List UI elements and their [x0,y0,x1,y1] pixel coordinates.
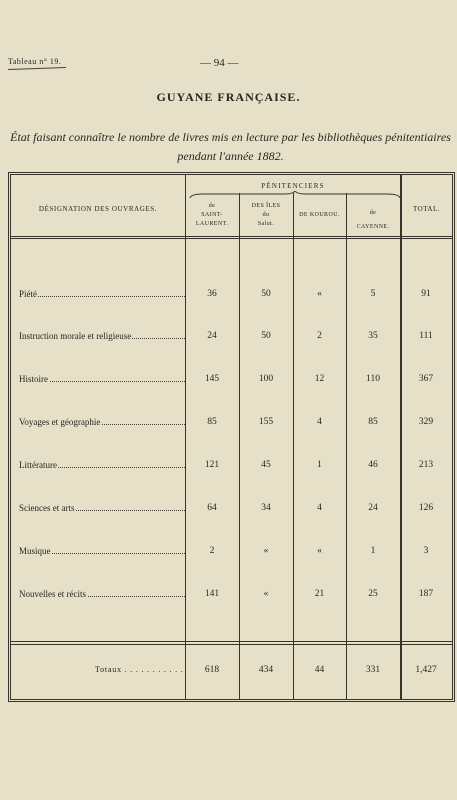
brace-icon [189,191,401,199]
row-label [19,417,185,427]
table-cell: 3 [423,546,429,556]
underline-divider [8,67,66,70]
column-divider [346,193,347,699]
page-number: — 94 — [200,57,239,69]
header-total: TOTAL. [412,205,440,213]
totals-top-rule [11,644,452,645]
table-cell: 110 [366,374,380,384]
row-label-text: Instruction morale et religieuse [19,331,132,341]
table-cell: 2 [209,546,215,556]
row-label-text: Piété [19,289,37,299]
table-cell: 1 [317,460,322,470]
row-label [19,374,185,384]
subheader-text: de [369,210,377,216]
table-cell: 100 [258,374,274,384]
table-cell: 25 [368,589,378,599]
table-cell: 24 [368,503,378,513]
table-cell: 64 [207,503,217,513]
column-divider [185,175,186,699]
subheader-text: CAYENNE. [356,224,390,230]
page-title: GUYANE FRANÇAISE. [156,90,301,104]
table-cell: 85 [368,417,378,427]
table-cell: 12 [314,374,325,384]
table-cell: 213 [418,460,434,470]
table-cell: 141 [204,589,220,599]
subheader-text: de [208,203,216,209]
table-cell: 46 [368,460,378,470]
header-bottom-rule [11,238,452,239]
table-cell: « [317,289,322,299]
subheader-text: LAURENT. [195,221,229,227]
subheader-text: Salut. [257,221,275,227]
leader-dots: . . . . . . . . . . . [121,665,184,674]
page-subtitle [8,128,453,166]
table-reference [8,57,61,66]
table-cell: 4 [317,503,322,513]
totals-cell: 44 [314,665,325,675]
data-table [8,172,455,702]
table-cell: 34 [261,503,271,513]
totals-cell: 618 [204,665,220,675]
table-cell: 4 [317,417,322,427]
row-label [19,546,185,556]
totals-cell: 1,427 [415,665,437,675]
table-cell: 45 [261,460,271,470]
table-cell: 50 [261,289,271,299]
table-cell: 121 [204,460,220,470]
row-label-text: Nouvelles et récits [19,589,86,599]
row-label-text: Sciences et arts [19,503,75,513]
column-divider [239,193,240,699]
header-bottom-rule [11,236,452,237]
table-cell: 367 [418,374,434,384]
table-cell: 111 [419,331,433,341]
subheader-text: du [262,212,270,218]
table-cell: « [263,546,269,556]
table-cell: 91 [421,289,431,299]
subheader-cayenne [346,206,400,234]
table-cell: 21 [314,589,325,599]
subheader-iles-du-salut [239,202,293,229]
row-label-text: Voyages et géographie [19,417,101,427]
totals-label-text: Totaux [95,665,122,674]
row-label [19,331,185,341]
table-cell: 2 [317,331,322,341]
table-cell: 36 [207,289,217,299]
subtitle-line-1: État faisant connaître le nombre de livres mis en lecture par les bibliothèques pénitentiaires [10,130,451,144]
subheader-text: DES ÎLES [251,203,281,209]
table-cell: « [317,546,322,556]
table-cell: 1 [370,546,376,556]
leader-dots [19,296,185,297]
totals-top-rule [11,641,452,642]
totals-cell: 434 [258,665,274,675]
table-cell: 187 [418,589,434,599]
row-label [19,289,185,299]
table-cell: « [263,589,269,599]
table-cell: 24 [207,331,217,341]
column-divider [293,193,294,699]
table-reference-text: Tableau n° 19. [8,57,62,66]
subheader-saint-laurent [185,202,239,229]
row-label [19,589,185,599]
row-label-text: Musique [19,546,51,556]
table-cell: 5 [370,289,376,299]
table-cell: 85 [207,417,217,427]
row-label [19,460,185,470]
row-label-text: Littérature [19,460,57,470]
table-cell: 145 [204,374,220,384]
totals-label [95,665,184,674]
subheader-text: DE KOUROU. [299,212,340,218]
header-designation: DÉSIGNATION DES OUVRAGES. [38,205,158,213]
table-cell: 50 [261,331,271,341]
table-cell: 35 [368,331,378,341]
column-divider [400,175,402,699]
table-cell: 329 [418,417,434,427]
totals-cell: 331 [365,665,381,675]
header-penitenciers: PÉNITENCIERS [261,182,325,190]
row-label [19,503,185,513]
table-cell: 155 [258,417,274,427]
subheader-kourou [293,211,346,220]
subtitle-line-2: pendant l'année 1882. [177,149,284,163]
table-cell: 126 [418,503,434,513]
subheader-text: SAINT- [201,212,223,218]
row-label-text: Histoire [19,374,48,384]
